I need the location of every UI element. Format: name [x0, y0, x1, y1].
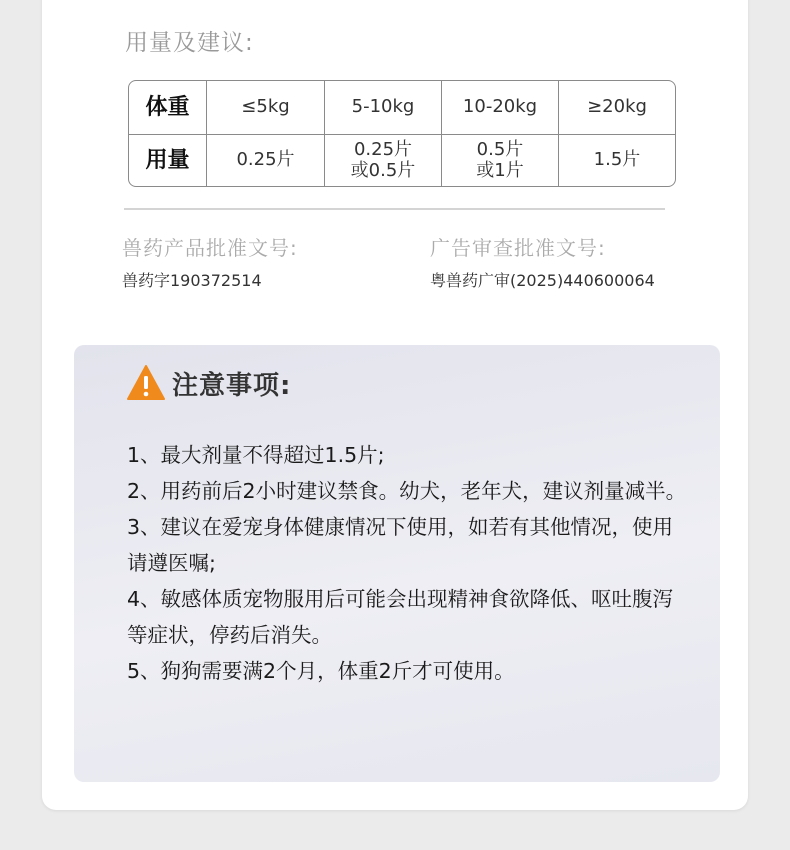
dose-row [129, 134, 675, 188]
notice-item: 2、用药前后2小时建议禁食。幼犬，老年犬，建议剂量减半。 [127, 479, 687, 503]
notice-list [127, 437, 692, 689]
notice-item: 1、最大剂量不得超过1.5片; [127, 443, 385, 467]
dose-value: 0.25片 [353, 139, 413, 161]
dose-value-alt: 或1片 [476, 159, 524, 181]
dose-cell [558, 135, 675, 188]
weight-cell: ≥20kg [558, 81, 675, 134]
notice-item: 5、狗狗需要满2个月，体重2斤才可使用。 [127, 659, 515, 683]
dose-cell [441, 135, 558, 188]
notice-title: 注意事项: [172, 370, 292, 401]
weight-row [129, 81, 675, 134]
vet-approval-number: 兽药字190372514 [122, 271, 262, 290]
ad-approval-label: 广告审查批准文号: [430, 236, 606, 260]
weight-cell: 5-10kg [324, 81, 441, 134]
warning-triangle-icon [126, 363, 166, 403]
dosage-section-title: 用量及建议: [125, 30, 254, 56]
dosage-table [128, 80, 676, 187]
dose-value: 0.25片 [236, 149, 295, 171]
notice-panel [74, 345, 720, 782]
notice-item: 4、敏感体质宠物服用后可能会出现精神食欲降低、呕吐腹泻等症状，停药后消失。 [127, 587, 674, 647]
dose-cell [324, 135, 441, 188]
dose-value: 1.5片 [593, 149, 641, 171]
section-divider [124, 208, 665, 210]
notice-header [126, 363, 291, 403]
dose-value: 0.5片 [476, 139, 524, 161]
dose-cell [206, 135, 324, 188]
vet-approval-label: 兽药产品批准文号: [122, 236, 298, 260]
ad-approval-number: 粤兽药广审(2025)440600064 [430, 271, 655, 290]
weight-row-label: 体重 [145, 94, 190, 120]
dose-row-label: 用量 [145, 148, 190, 174]
weight-cell: ≤5kg [206, 81, 324, 134]
notice-item: 3、建议在爱宠身体健康情况下使用，如若有其他情况，使用请遵医嘱; [127, 515, 674, 575]
weight-cell: 10-20kg [441, 81, 558, 134]
dose-value-alt: 或0.5片 [350, 159, 416, 181]
